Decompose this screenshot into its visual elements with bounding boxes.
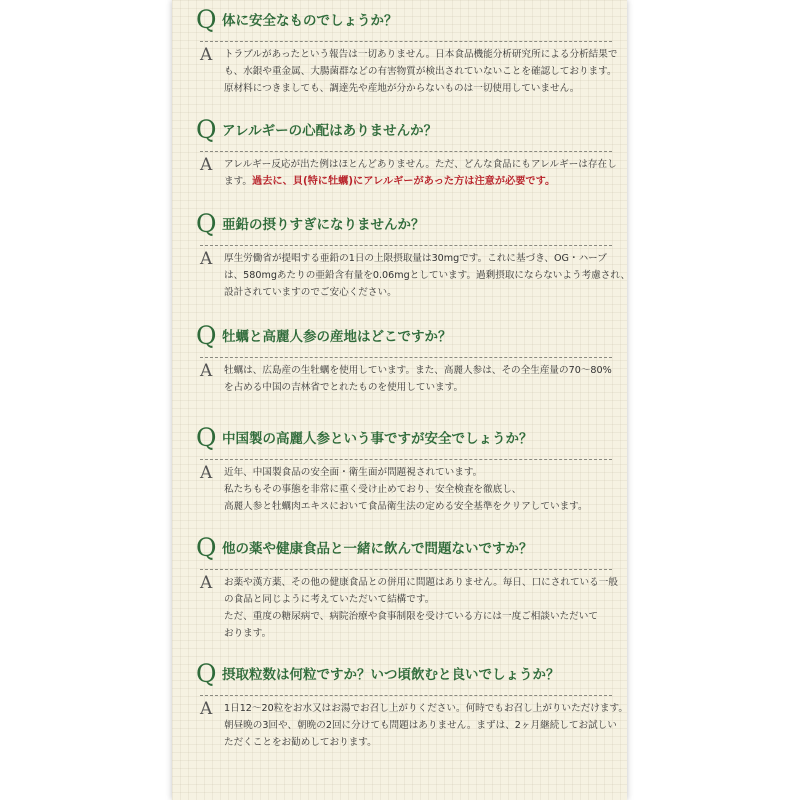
divider bbox=[200, 569, 612, 570]
question-text: アレルギーの心配はありませんか？ bbox=[222, 123, 438, 139]
divider bbox=[200, 41, 612, 42]
question-text: 亜鉛の摂りすぎになりませんか？ bbox=[222, 217, 425, 233]
answer-line-start: ます。 bbox=[224, 176, 253, 187]
answer-mark: A bbox=[200, 155, 213, 175]
answer-line: を占める中国の吉林省でとれたものを使用しています。 bbox=[224, 382, 464, 393]
faq-panel bbox=[172, 0, 631, 800]
answer-mark: A bbox=[200, 361, 213, 381]
question-mark: Q bbox=[196, 659, 217, 688]
answer-mark: A bbox=[200, 699, 213, 719]
faq-item bbox=[172, 115, 627, 187]
answer-line: 近年、中国製食品の安全面・衛生面が問題視されています。 bbox=[224, 467, 483, 478]
faq-item bbox=[172, 659, 628, 748]
question-mark: Q bbox=[196, 423, 217, 452]
answer-line: の食品と同じように考えていただいて結構です。 bbox=[224, 594, 435, 605]
question-text: 中国製の高麗人参という事ですが安全でしょうか？ bbox=[222, 431, 533, 447]
answer-line: アレルギー反応が出た例はほとんどありません。ただ、どんな食品にもアレルギーは存在し bbox=[224, 159, 617, 170]
question-mark: Q bbox=[196, 115, 217, 144]
question-text: 摂取粒数は何粒ですか？いつ頃飲むと良いでしょうか？ bbox=[222, 667, 560, 683]
allergy-warning: 過去に、貝(特に牡蠣)にアレルギーがあった方は注意が必要です。 bbox=[252, 176, 556, 187]
question-text: 体に安全なものでしょうか？ bbox=[222, 13, 398, 29]
faq-item bbox=[172, 533, 627, 639]
question-text: 他の薬や健康食品と一緒に飲んで問題ないですか？ bbox=[222, 541, 533, 557]
answer-line: 私たちもその事態を非常に重く受け止めており、安全検査を徹底し、 bbox=[224, 484, 522, 495]
faq-item bbox=[172, 423, 627, 512]
answer-text bbox=[224, 156, 617, 190]
answer-text bbox=[224, 574, 618, 642]
answer-line: も、水銀や重金属、大腸菌群などの有害物質が検出されていないことを確認しております。 bbox=[224, 66, 617, 77]
question-mark: Q bbox=[196, 209, 217, 238]
answer-mark: A bbox=[200, 249, 213, 269]
answer-text bbox=[224, 250, 631, 301]
answer-line: 1日12～20粒をお水又はお湯でお召し上がりください。何時でもお召し上がりいただけます。 bbox=[224, 703, 628, 714]
answer-text bbox=[224, 700, 628, 751]
answer-line: 設計されていますのでご安心ください。 bbox=[224, 287, 397, 298]
faq-item bbox=[172, 321, 627, 393]
answer-text bbox=[224, 362, 614, 396]
answer-text bbox=[224, 464, 614, 515]
answer-line: ただ、重度の糖尿病で、病院治療や食事制限を受けている方には一度ご相談いただいて bbox=[224, 611, 598, 622]
divider bbox=[200, 245, 612, 246]
answer-line bbox=[224, 173, 614, 190]
question-text: 牡蠣と高麗人参の産地はどこですか？ bbox=[222, 329, 452, 345]
question-mark: Q bbox=[196, 5, 217, 34]
answer-line: お薬や漢方薬、その他の健康食品との併用に問題はありません。毎日、口にされている一般 bbox=[224, 577, 618, 588]
divider bbox=[200, 695, 612, 696]
faq-item bbox=[172, 209, 631, 298]
answer-text bbox=[224, 46, 618, 97]
answer-line: 原材料につきましても、調達先や産地が分からないものは一切使用していません。 bbox=[224, 83, 580, 94]
divider bbox=[200, 459, 612, 460]
answer-line: トラブルがあったという報告は一切ありません。日本食品機能分析研究所による分析結果で bbox=[224, 49, 618, 60]
faq-item bbox=[172, 5, 627, 94]
answer-line: 高麗人参と牡蠣肉エキスにおいて食品衛生法の定める安全基準をクリアしています。 bbox=[224, 501, 588, 512]
answer-line: は、580mgあたりの亜鉛含有量を0.06mgとしています。過剰摂取にならないよう考慮され、 bbox=[224, 270, 631, 281]
divider bbox=[200, 357, 612, 358]
answer-line: 朝昼晩の3回や、朝晩の2回に分けても問題はありません。まずは、2ヶ月継続してお試しい bbox=[224, 720, 617, 731]
answer-line: 牡蠣は、広島産の生牡蠣を使用しています。また、高麗人参は、その全生産量の70～80% bbox=[224, 365, 612, 376]
answer-mark: A bbox=[200, 463, 213, 483]
divider bbox=[200, 151, 612, 152]
answer-line: おります。 bbox=[224, 628, 272, 639]
question-mark: Q bbox=[196, 533, 217, 562]
answer-mark: A bbox=[200, 573, 213, 593]
answer-line: ただくことをお勧めしております。 bbox=[224, 737, 377, 748]
question-mark: Q bbox=[196, 321, 217, 350]
answer-mark: A bbox=[200, 45, 213, 65]
answer-line: 厚生労働省が提唱する亜鉛の1日の上限摂取量は30mgです。これに基づき、OG・ハーブ bbox=[224, 253, 607, 264]
